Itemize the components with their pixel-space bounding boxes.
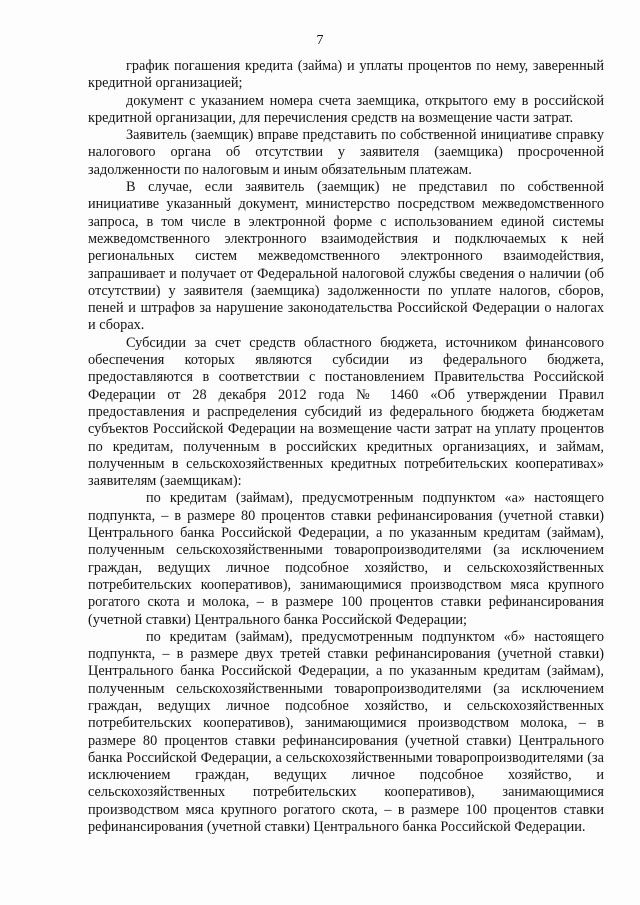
paragraph-interagency-request: В случае, если заявитель (заемщик) не представил по собственной инициативе указанный документ, министерство посредством межведомственного запроса, в том числе в электронной форме с использованием единой системы межведомственного электронного взаимодействия и подключаемых к ней региональных систем межведомственного электронного взаимодействия, запрашивает и получает от Федеральной налоговой службы сведения о наличии (об отсутствии) у заявителя (заемщика) задолженности по уплате налогов, сборов, пеней и штрафов за нарушение законодательства Российской Федерации о налогах и сборах. <box>88 179 604 334</box>
paragraph-tax-certificate: Заявитель (заемщик) вправе представить по собственной инициативе справку налогового органа об отсутствии у заявителя (заемщика) просроченной задолженности по налоговым и иным обязательным платежам. <box>88 127 604 178</box>
page-number: 7 <box>316 33 324 48</box>
paragraph-subpoint-a: по кредитам (займам), предусмотренным подпунктом «а» настоящего подпункта, – в размере 80 процентов ставки рефинансирования (учетной ставки) Центрального банка Российской Федерации, а по указанным кредитам (займам), полученным сельскохозяйственными товаропроизводителями (за исключением граждан, ведущих личное подсобное хозяйство, и сельскохозяйственных потребительских кооперативов), занимающимися производством мяса крупного рогатого скота и молока, – в размере 100 процентов ставки рефинансирования (учетной ставки) Центрального банка Российской Федерации; <box>88 490 604 628</box>
paragraph-repayment-schedule: график погашения кредита (займа) и уплаты процентов по нему, заверенный кредитной организацией; <box>88 58 604 92</box>
document-body <box>88 58 604 836</box>
paragraph-subpoint-b: по кредитам (займам), предусмотренным подпунктом «б» настоящего подпункта, – в размере двух третей ставки рефинансирования (учетной ставки) Центрального банка Российской Федерации, а по указанным кредитам (займам), полученным сельскохозяйственными товаропроизводителями (за исключением граждан, ведущих личное подсобное хозяйство, и сельскохозяйственных потребительских кооперативов), занимающимися производством молока, – в размере 80 процентов ставки рефинансирования (учетной ставки) Центрального банка Российской Федерации, а сельскохозяйственными товаропроизводителями (за исключением граждан, ведущих личное подсобное хозяйство, и сельскохозяйственных потребительских кооперативов), занимающимися производством мяса крупного рогатого скота, – в размере 100 процентов ставки рефинансирования (учетной ставки) Центрального банка Российской Федерации. <box>88 628 604 836</box>
paragraph-account-document: документ с указанием номера счета заемщика, открытого ему в российской кредитной организации, для перечисления средств на возмещение части затрат. <box>88 92 604 126</box>
paragraph-subsidies-federal: Субсидии за счет средств областного бюджета, источником финансового обеспечения которых являются субсидии из федерального бюджета, предоставляются в соответствии с постановлением Правительства Российской Федерации от 28 декабря 2012 года № 1460 «Об утверждении Правил предоставления и распределения субсидий из федерального бюджета бюджетам субъектов Российской Федерации на возмещение части затрат на уплату процентов по кредитам, полученным в российских кредитных организациях, и займам, полученным в сельскохозяйственных кредитных потребительских кооперативах» заявителям (заемщикам): <box>88 334 604 490</box>
